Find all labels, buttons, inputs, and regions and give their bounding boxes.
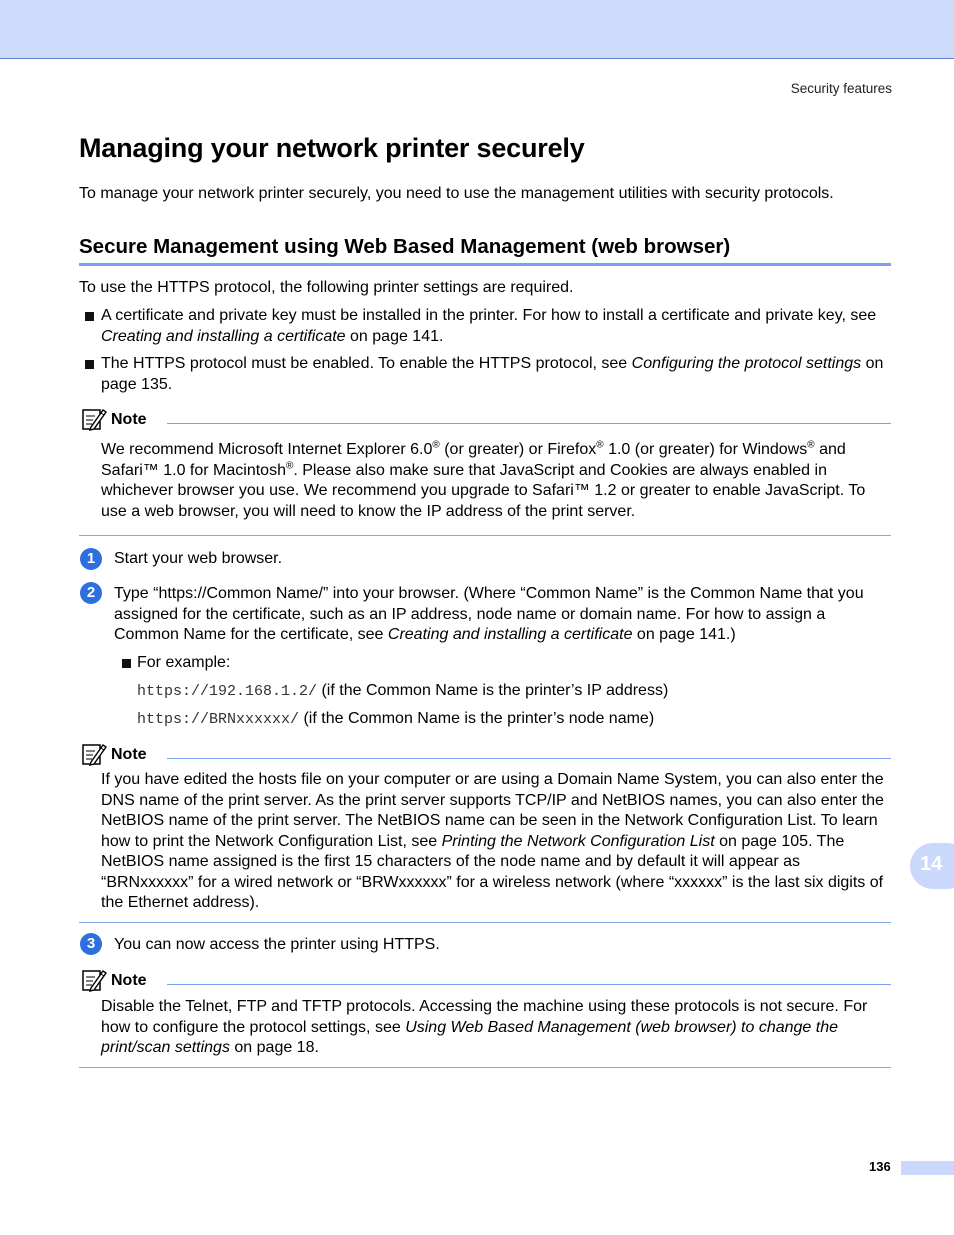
step-1-text: Start your web browser. xyxy=(114,550,283,567)
note-divider xyxy=(167,984,891,985)
bullet-marker xyxy=(85,360,94,369)
note-divider xyxy=(167,423,891,424)
example-node-name: https://BRNxxxxxx/ (if the Common Name is the printer’s node name) xyxy=(137,710,655,728)
note-dns-netbios: If you have edited the hosts file on your computer or are using a Domain Name System, you can also enter the DNS name of the print server. As the print server supports TCP/IP and NetBIOS names, you can also enter the NetBIOS name of the print server. The NetBIOS name can be seen in the Network Configuration List. To learn how to print the Network Configuration List, see Printing the Network Configuration List on page 105. The NetBIOS name assigned is the first 15 characters of the node name and by default it will appear as “BRNxxxxxx” for a wired network or “BRWxxxxxx” for a wireless network (where “xxxxxx” is the last six digits of the Ethernet address). xyxy=(101,771,884,911)
footer-bar xyxy=(901,1161,954,1175)
chapter-number: 14 xyxy=(920,853,943,875)
note-end-rule xyxy=(79,922,891,923)
example-ip-address: https://192.168.1.2/ (if the Common Name is the printer’s IP address) xyxy=(137,682,669,700)
url-ip-example: https://192.168.1.2/ xyxy=(137,683,318,700)
link-printing-network-config[interactable]: Printing the Network Configuration List xyxy=(441,832,715,850)
step-number-badge: 2 xyxy=(80,582,102,604)
step-3-text: You can now access the printer using HTTPS. xyxy=(114,936,440,953)
page-title: Managing your network printer securely xyxy=(79,133,585,163)
link-web-based-management[interactable]: Using Web Based Management (web browser) to change the print/scan settings xyxy=(101,1018,839,1056)
link-creating-certificate[interactable]: Creating and installing a certificate xyxy=(101,327,346,345)
note-browser-recommendation: We recommend Microsoft Internet Explorer 6.0® (or greater) or Firefox® 1.0 (or greater) for Windows® and Safari™ 1.0 for Macintosh®. Please also make sure that JavaScript and Cookies are always enabled in whichever browser you use. We recommend you upgrade to Safari™ 1.2 or greater to enable JavaScript. To use a web browser, you will need to know the IP address of the print server. xyxy=(101,439,866,520)
note-pencil-icon xyxy=(81,742,107,766)
note-divider xyxy=(167,758,891,759)
example-label: For example: xyxy=(137,654,231,671)
note-pencil-icon xyxy=(81,968,107,992)
bullet-marker xyxy=(122,659,131,668)
note-pencil-icon xyxy=(81,407,107,431)
section-lead: To use the HTTPS protocol, the following printer settings are required. xyxy=(79,279,574,296)
note-header xyxy=(81,968,891,994)
step-number-badge: 3 xyxy=(80,933,102,955)
link-creating-certificate[interactable]: Creating and installing a certificate xyxy=(387,626,633,643)
note-disable-protocols: Disable the Telnet, FTP and TFTP protocols. Accessing the machine using these protocols is not secure. For how to configure the protocol settings, see Using Web Based Management (web browser) to change the print/scan settings on page 18. xyxy=(101,998,868,1056)
step-number-badge: 1 xyxy=(80,548,102,570)
intro-paragraph: To manage your network printer securely, you need to use the management utilities with security protocols. xyxy=(79,185,834,202)
link-configuring-protocol[interactable]: Configuring the protocol settings xyxy=(631,355,862,372)
section-heading: Secure Management using Web Based Management (web browser) xyxy=(79,235,891,266)
note-end-rule xyxy=(79,1067,891,1068)
header-band xyxy=(0,0,954,59)
note-label: Note xyxy=(111,411,147,428)
note-end-rule xyxy=(79,535,891,536)
url-node-example: https://BRNxxxxxx/ xyxy=(137,711,300,728)
note-header xyxy=(81,407,891,433)
requirement-https: The HTTPS protocol must be enabled. To enable the HTTPS protocol, see Configuring the protocol settings on page 135. xyxy=(101,355,884,393)
note-label: Note xyxy=(111,746,147,763)
bullet-marker xyxy=(85,312,94,321)
page-number: 136 xyxy=(869,1159,891,1174)
note-header xyxy=(81,742,891,768)
note-label: Note xyxy=(111,972,147,989)
section-running-header: Security features xyxy=(790,81,892,96)
step-2-text: Type “https://Common Name/” into your browser. (Where “Common Name” is the Common Name that you assigned for the certificate, such as an IP address, node name or domain name. For how to assign a Common Name for the certificate, see Creating and installing a certificate on page 141.) xyxy=(114,585,864,643)
requirement-certificate: A certificate and private key must be installed in the printer. For how to install a certificate and private key, see Creating and installing a certificate on page 141. xyxy=(101,307,877,345)
